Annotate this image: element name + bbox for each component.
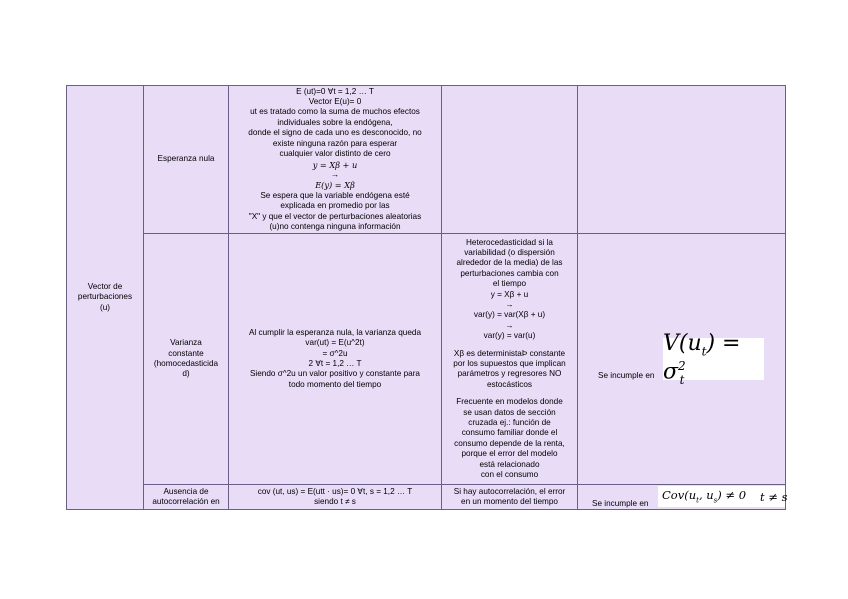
- text-line: parámetros y regresores NO: [457, 369, 562, 379]
- text-line: Se espera que la variable endógena esté: [260, 190, 410, 200]
- concept-line: constante: [168, 348, 204, 358]
- formula-line: var(y) = var(u): [483, 331, 536, 341]
- text-line: Al cumplir la esperanza nula, la varianza queda: [248, 327, 422, 337]
- text-line: existe ninguna razón para esperar: [272, 138, 398, 148]
- description-esperanza-cell: [229, 86, 442, 234]
- text-line: donde el signo de cada uno es desconocido, no: [248, 128, 422, 138]
- text-line: cruzada ej.: función de: [468, 418, 551, 428]
- formula-line: cov (ut, us) = E(utt · us)= 0 ∀t, s = 1,2 … T: [257, 486, 413, 496]
- text-line: variabilidad (o dispersión: [464, 247, 555, 257]
- vector-label: [78, 282, 132, 313]
- hetero-autocorr: [454, 487, 566, 508]
- text-line: Si hay autocorrelación, el error: [453, 486, 566, 496]
- text-line: "X" y que el vector de perturbaciones aleatorias: [248, 211, 422, 221]
- text-line: cualquier valor distinto de cero: [279, 149, 391, 159]
- covariance-condition: t ≠ s: [760, 489, 788, 504]
- hetero-varianza: [453, 238, 565, 481]
- text-line: alrededor de la media) de las: [456, 258, 563, 268]
- formula-line: y = Xβ + u: [490, 289, 529, 299]
- hetero-varianza-cell: [442, 234, 578, 485]
- formula-line: E(y) = Xβ: [315, 180, 355, 191]
- text-line: porque el error del modelo: [461, 449, 558, 459]
- concept-line: (homocedasticida: [153, 359, 219, 368]
- text-line: explicada en promedio por las: [280, 201, 390, 211]
- arrow-icon: →: [505, 320, 514, 330]
- text-line: Heterocedasticidad si la: [466, 237, 553, 247]
- text-line: con el consumo: [480, 470, 539, 480]
- covariance-formula: [658, 486, 788, 507]
- hetero-autocorr-cell: [442, 485, 578, 509]
- description-varianza-cell: [229, 234, 442, 485]
- concept-esperanza-cell: [144, 86, 229, 234]
- concept-autocorr-cell: [144, 485, 229, 509]
- hetero-esperanza-cell: [442, 86, 578, 234]
- concept-autocorr: [152, 487, 219, 508]
- formula-line: var(ut) = E(u^2t): [305, 338, 365, 348]
- text-line: se usan datos de sección: [463, 407, 556, 417]
- vector-label-cell: [67, 86, 144, 509]
- formula-line: var(y) = var(Xβ + u): [473, 310, 546, 320]
- formula-line: y = Xβ + u: [312, 159, 358, 170]
- variance-formula-text: $V(u_t) = \sigma^2_t$: [663, 331, 741, 387]
- concept-line: d): [182, 369, 190, 379]
- covariance-formula-text: $Cov(u_t$, $u_s) \ne 0$: [662, 488, 747, 505]
- concept-varianza: [154, 338, 218, 380]
- text-line: por los supuestos que implican: [453, 359, 566, 368]
- description-esperanza: [248, 87, 421, 233]
- concept-esperanza: Esperanza nula: [157, 154, 215, 164]
- text-line: consumo familiar donde el: [461, 428, 558, 438]
- text-line: individuales sobre la endógena,: [277, 117, 393, 127]
- assumptions-table: [66, 85, 786, 510]
- formula-line: siendo t ≠ s: [314, 497, 356, 506]
- text-line: Frecuente en modelos donde: [456, 397, 563, 407]
- arrow-icon: →: [330, 169, 340, 179]
- incumple-varianza-label: Se incumple en: [598, 371, 655, 380]
- incumple-esperanza-cell: [578, 86, 785, 234]
- text-line: estocásticos: [486, 379, 533, 389]
- concept-line: Varianza: [170, 338, 202, 348]
- vector-label-line: Vector de: [87, 281, 123, 291]
- text-line: perturbaciones cambia con: [460, 268, 559, 278]
- text-line: Xβ es deterministaÞ constante: [453, 348, 566, 358]
- formula-line: 2 ∀t = 1,2 … T: [308, 359, 362, 368]
- concept-line: Ausencia de: [163, 486, 209, 496]
- arrow-icon: →: [505, 299, 514, 309]
- text-line: ut es tratado como la suma de muchos efectos: [250, 107, 420, 117]
- vector-label-line: (u): [99, 302, 110, 312]
- text-line: está relacionado: [479, 459, 540, 469]
- text-line: consumo depende de la renta,: [454, 438, 565, 448]
- text-line: Vector E(u)= 0: [308, 97, 362, 107]
- text-line: el tiempo: [492, 279, 527, 289]
- formula-line: = σ^2u: [322, 348, 348, 358]
- variance-formula: [663, 331, 764, 387]
- description-varianza: [249, 328, 421, 390]
- concept-varianza-cell: [144, 234, 229, 485]
- text-line: Siendo σ^2u un valor positivo y constante para: [249, 369, 420, 379]
- description-autocorr: [258, 487, 412, 508]
- text-line: en un momento del tiempo: [461, 497, 558, 506]
- description-autocorr-cell: [229, 485, 442, 509]
- vector-label-line: perturbaciones: [77, 292, 133, 302]
- concept-line: autocorrelación en: [152, 497, 220, 506]
- incumple-autocorr-label: Se incumple en: [592, 499, 649, 508]
- text-line: (u)no contenga ninguna información: [269, 221, 401, 231]
- text-line: todo momento del tiempo: [288, 379, 382, 389]
- text-line: E (ut)=0 ∀t = 1,2 … T: [296, 86, 374, 96]
